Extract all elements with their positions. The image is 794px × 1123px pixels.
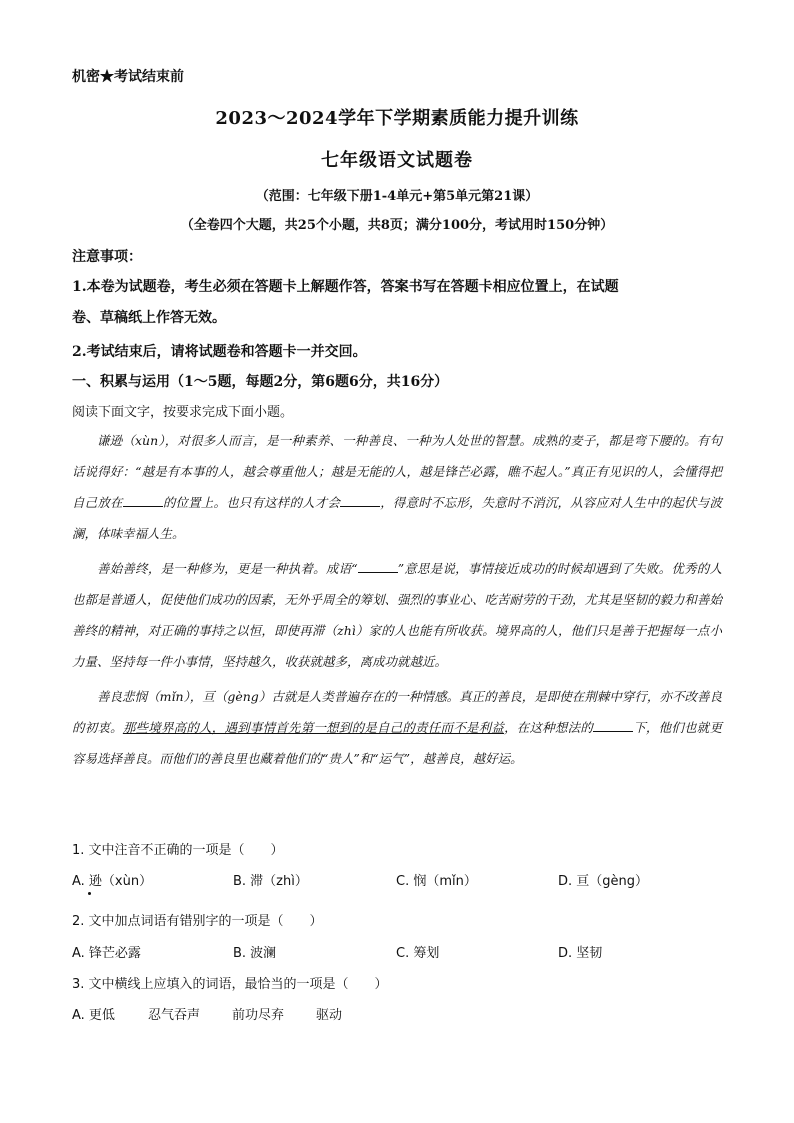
question-3-stem: 3. 文中横线上应填入的词语，最恰当的一项是（ ） [72,977,388,992]
passage-paragraph-1 [72,425,722,549]
passage-paragraph-3 [72,681,722,774]
notes-title: 注意事项： [72,249,142,265]
exam-info: （全卷四个大题，共25个小题，共8页；满分100分，考试用时150分钟） [180,218,614,233]
reading-passage [72,425,722,774]
note-line-3: 2.考试结束后，请将试题卷和答题卡一并交回。 [72,344,367,360]
note-line-2: 卷、草稿纸上作答无效。 [72,310,226,326]
note-line-1: 1.本卷为试题卷，考生必须在答题卡上解题作答，答案书写在答题卡相应位置上，在试题 [72,279,619,295]
question-2-option-b: B. 波澜 [233,946,277,961]
emphasis-dot [88,892,91,895]
question-3-option-a: A. 更低 [72,1008,115,1023]
passage-text: ”意思是说，事情接近成功的时候却遇到了失败。优秀的人也都是普通人，促使他们成功的因素，无外乎周全的筹划、强烈的事业心、吃苦耐劳的干劲，尤其是坚韧的毅力和善始善终的精神，对正确的事持之以恒，即使再滞（zhì）家的人也能有所收获。境界高的人，他们只是善于把握每一点小力量、坚持每一件小事情，坚持越久，收获就越多，离成功就越近。 [72,561,723,669]
fill-blank-1 [123,494,163,507]
question-2-stem: 2. 文中加点词语有错别字的一项是（ ） [72,914,323,929]
question-2-option-d: D. 坚韧 [558,946,603,961]
underlined-sentence: 那些境界高的人，遇到事情首先第一想到的是自己的责任而不是利益 [122,720,505,735]
exam-scope: （范围：七年级下册1-4单元+第5单元第21课） [255,189,539,204]
passage-paragraph-2 [72,553,722,677]
question-1-option-b: B. 滞（zhì） [233,874,308,889]
question-3-option-a-word-4: 驱动 [316,1008,343,1023]
passage-text: 善始善终，是一种修为，更是一种执着。成语“ [97,561,358,576]
fill-blank-2 [340,494,380,507]
question-3-option-a-word-3: 前功尽弃 [232,1008,285,1023]
exam-subtitle: 七年级语文试题卷 [321,150,473,171]
question-1-stem: 1. 文中注音不正确的一项是（ ） [72,843,284,858]
question-3-option-a-word-2: 忍气吞声 [148,1008,201,1023]
passage-text: 下，他们也就更容易选择善良。而他们的善良里也藏着他们的“贵人”和“运气”，越善良，越好运。 [72,720,722,766]
question-1-option-c: C. 悯（mǐn） [396,874,477,889]
confidential-label: 机密★考试结束前 [72,69,184,85]
passage-text: ，得意时不忘形，失意时不消沉，从容应对人生中的起伏与波澜，体味幸福人生。 [72,495,722,541]
passage-text: 的位置上。也只有这样的人才会 [162,495,341,510]
question-1-option-d: D. 亘（gèng） [558,874,649,889]
fill-blank-3 [358,560,398,573]
exam-title: 2023～2024学年下学期素质能力提升训练 [215,108,579,129]
section-1-instruction: 阅读下面文字，按要求完成下面小题。 [72,405,294,420]
question-1-option-a: A. 逊（xùn） [72,874,153,889]
passage-text: 谦逊（xùn），对很多人而言，是一种素养、一种善良、一种为人处世的智慧。成熟的麦子，都是弯下腰的。有句话说得好：“越是有本事的人，越会尊重他人；越是无能的人，越是锋芒必露，瞧不起人。”真正有见识的人，会懂得把自己放在 [72,433,722,510]
question-2-option-a: A. 锋芒必露 [72,946,141,961]
fill-blank-4 [593,719,633,732]
passage-text: 善良悲悯（mǐn），亘（gèng）古就是人类普遍存在的一种情感。真正的善良，是即使在荆棘中穿行，亦不改善良的初衷。 [72,689,722,735]
passage-text: ，在这种想法的 [504,720,594,735]
question-2-option-c: C. 筹划 [396,946,440,961]
section-1-title: 一、积累与运用（1～5题，每题2分，第6题6分，共16分） [72,374,449,390]
